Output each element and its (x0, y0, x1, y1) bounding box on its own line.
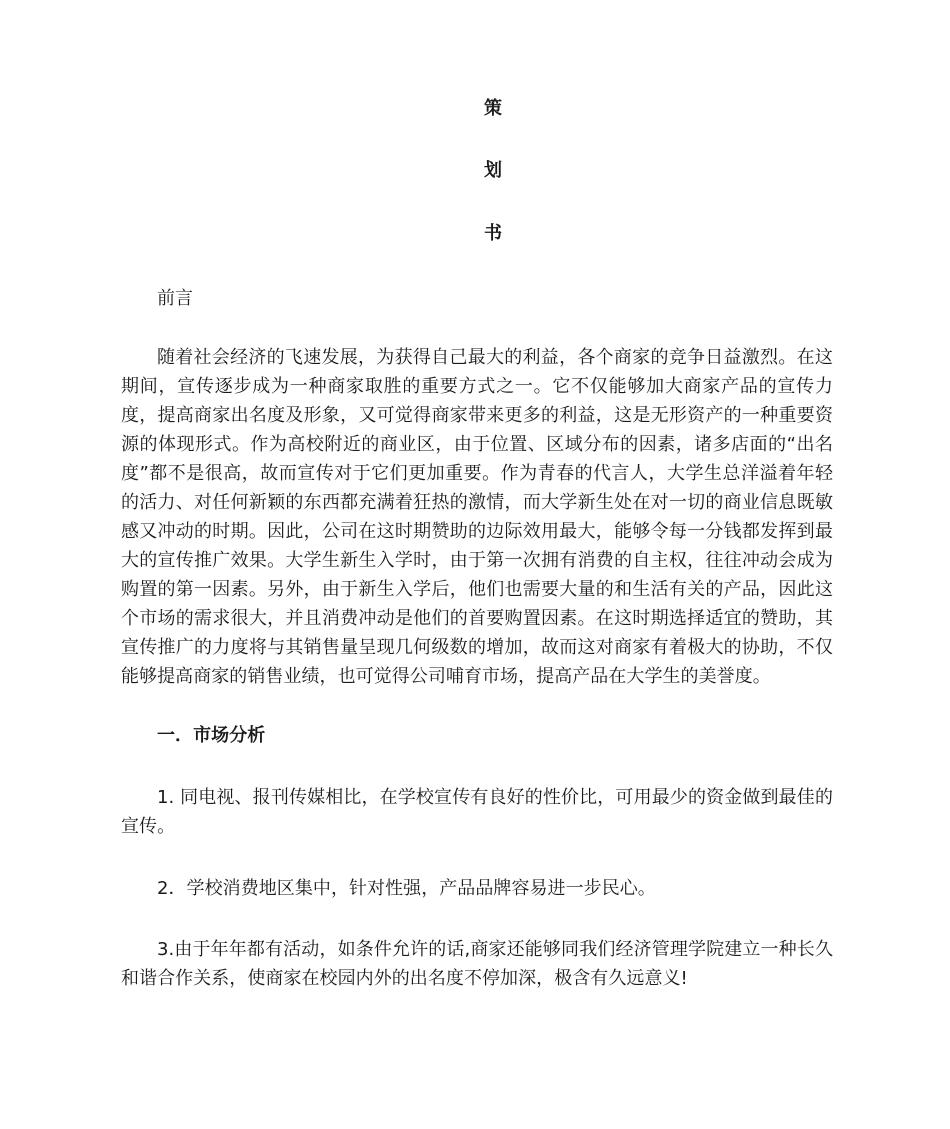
title-char-2: 划 (484, 160, 502, 181)
preface-heading: 前言 (157, 288, 194, 309)
market-point-3: 3.由于年年都有活动，如条件允许的话,商家还能够同我们经济管理学院建立一种长久和谐合作关系，使商家在校园内外的出名度不停加深，极含有久远意义! (121, 939, 833, 989)
intro-paragraph: 随着社会经济的飞速发展，为获得自己最大的利益，各个商家的竞争日益激烈。在这期间，宣传逐步成为一种商家取胜的重要方式之一。它不仅能够加大商家产品的宣传力度，提高商家出名度及形象，又可觉得商家带来更多的利益，这是无形资产的一种重要资源的体现形式。作为高校附近的商业区，由于位置、区域分布的因素，诸多店面的“出名度”都不是很高，故而宣传对于它们更加重要。作为青春的代言人，大学生总洋溢着年轻的活力、对任何新颖的东西都充满着狂热的激情，而大学新生处在对一切的商业信息既敏感又冲动的时期。因此，公司在这时期赞助的边际效用最大，能够令每一分钱都发挥到最大的宣传推广效果。大学生新生入学时，由于第一次拥有消费的自主权，往往冲动会成为购置的第一因素。另外，由于新生入学后，他们也需要大量的和生活有关的产品，因此这个市场的需求很大，并且消费冲动是他们的首要购置因素。在这时期选择适宜的赞助，其宣传推广的力度将与其销售量呈现几何级数的增加，故而这对商家有着极大的协助，不仅能够提高商家的销售业绩，也可觉得公司哺育市场，提高产品在大学生的美誉度。 (121, 347, 833, 687)
market-point-1: 1. 同电视、报刊传媒相比，在学校宣传有良好的性价比，可用最少的资金做到最佳的宣传。 (121, 787, 833, 837)
market-point-2: 2．学校消费地区集中，针对性强，产品品牌容易进一步民心。 (157, 878, 656, 899)
title-char-1: 策 (484, 98, 502, 119)
section-heading-market-analysis: 一．市场分析 (157, 725, 266, 746)
title-char-3: 书 (484, 223, 502, 244)
